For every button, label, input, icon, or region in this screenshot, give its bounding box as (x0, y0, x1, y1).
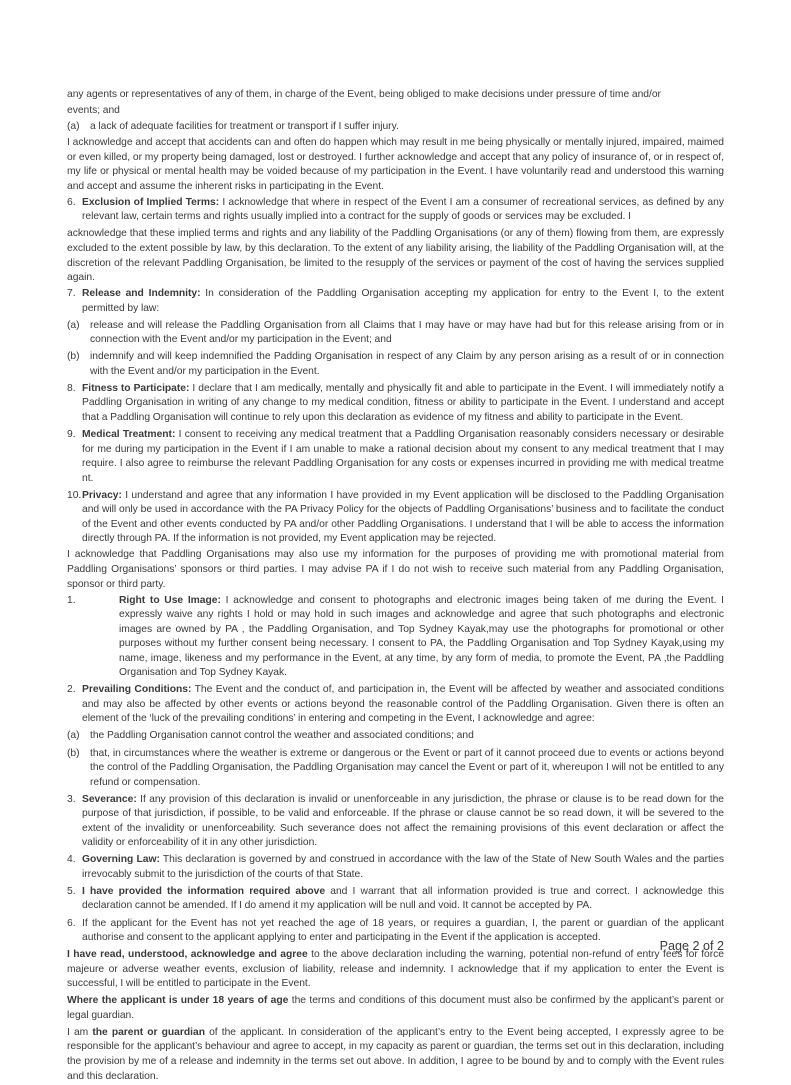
clause-text: The Event and the conduct of, and participation in, the Event will be affected by weather and associated conditions and may also be affected by other events or actions beyond the reasonable control of the Paddling Organisation. Given there is often an element of the ‘luck of the prevailing conditions’ in entering and competing in the Event, I acknowledge and agree: (82, 684, 724, 725)
declaration-agreement (67, 948, 724, 992)
clause-heading: Exclusion of Implied Terms: (82, 196, 220, 208)
numbered-clause (67, 853, 724, 882)
sub-clause-marker: (a) (67, 730, 80, 742)
clause-heading: Governing Law: (82, 854, 160, 866)
numbered-clause (67, 196, 724, 225)
numbered-clause (67, 683, 724, 727)
clause-marker: 10. (67, 489, 82, 501)
paragraph-text: I acknowledge and accept that accidents can and often do happen which may result in me being physically or mentally injured, impaired, maimed or even killed, or my property being damaged, lost or destroyed. I further acknowledge and accept that any policy of insurance of, or in respect of, my life or physical or mental health may be voided because of my participation in the Event. I have voluntarily read and understood this warning and accept and assume the inherent risks in participating in the Event. (67, 137, 724, 192)
sub-clause (67, 350, 724, 379)
sub-clause-text: indemnify and will keep indemnified the Padding Organisation in respect of any Claim by any person arising as a result of or in connection with the Event and/or my participation in the Event. (90, 351, 724, 377)
clause-heading: I have provided the information required above (82, 885, 326, 897)
sub-clause-text: release and will release the Paddling Organisation from all Claims that I may have or may have had but for this release arising from or in connection with the Event and/or my participation in the Event; and (90, 319, 724, 346)
numbered-clause (67, 287, 724, 316)
clause-text: If the applicant for the Event has not yet reached the age of 18 years, or requires a guardian, I, the parent or guardian of the applicant authorise and consent to the applicant applying to enter and participating in the Event if the application is accepted. (82, 917, 724, 944)
clause-marker: 6. (67, 917, 76, 929)
clause-heading: Fitness to Participate: (82, 382, 190, 394)
paragraph (67, 548, 724, 592)
paragraph-text: I acknowledge that Paddling Organisations may also use my information for the purposes of providing me with promotional material from Paddling Organisations’ sponsors or third parties. I may advise PA if I do not wish to receive such material from any Paddling Organisation, sponsor or third party. (67, 549, 724, 590)
paragraph (67, 104, 724, 119)
clause-marker: 9. (67, 429, 76, 441)
guardian-declaration-heading: the parent or guardian (92, 1026, 205, 1038)
paragraph (67, 136, 724, 194)
page-number-label: Page 2 of 2 (659, 939, 724, 953)
clause-heading: Privacy: (82, 489, 122, 501)
declaration-text: to the above declaration including the warning, potential non-refund of entry fees for force majeure or adverse weather events, exclusion of liability, release and indemnity. I acknowledge that if my application to enter the Event is successful, I will be entitled to participate in the Event. (67, 949, 724, 990)
clause-heading: Prevailing Conditions: (82, 684, 192, 696)
paragraph (67, 227, 724, 285)
clause-text: I consent to receiving any medical treatment that a Paddling Organisation reasonably considers necessary or desirable for me during my participation in the Event if I am unable to make a rational decision about my consent to any medical treatment that I may require. I also agree to reimburse the relevant Paddling Organisation for any costs or expenses incurred in providing me with medical treatme nt. (82, 429, 724, 484)
paragraph-text: any agents or representatives of any of them, in charge of the Event, being obliged to make decisions under pressure of time and/or (67, 89, 661, 100)
clause-text: and I warrant that all information provided is true and correct. I acknowledge this declaration cannot be amended. If I do amend it my application will be null and void. It cannot be accepted by PA. (82, 885, 724, 912)
paragraph-text: events; and (67, 105, 120, 117)
clause-marker: 1. (67, 594, 76, 606)
numbered-clause (67, 382, 724, 426)
clause-text: If any provision of this declaration is invalid or unenforceable in any jurisdiction, the phrase or clause is to be read down for the purpose of that jurisdiction, if possible, to be valid and enforceable. If the phrase or clause cannot be so read down, it will be severed to the extent of the invalidity or unenforceability. Such severance does not affect the remaining provisions of this event declaration or affect the validity or enforceability of it in any other jurisdiction. (82, 793, 724, 849)
sub-clause-marker: (a) (67, 121, 80, 133)
clause-marker: 4. (67, 854, 76, 866)
sub-clause (67, 120, 724, 135)
clause-marker: 2. (67, 684, 76, 696)
clause-heading: Right to Use Image: (119, 594, 221, 606)
clause-text: This declaration is governed by and construed in accordance with the law of the State of New South Wales and the parties irrevocably submit to the jurisdiction of the courts of that State. (82, 854, 724, 880)
document-body (67, 88, 724, 1085)
guardian-declaration (67, 1026, 724, 1084)
clause-marker: 6. (67, 196, 76, 208)
sub-clause-text: a lack of adequate facilities for treatment or transport if I suffer injury. (90, 121, 399, 133)
clause-text: I acknowledge and consent to photographs and electronic images being taken of me during the Event. I expressly waive any rights I hold or may hold in such images and acknowledge and agree that such photographs and electronic images are owned by PA , the Paddling Organisation, and Top Sydney Kayak,may use the photographs for promotional or other purposes without my further consent being necessary. I consent to PA, the Paddling Organisation and Top Sydney Kayak,using my name, image, likeness and my performance in the Event, at any time, by any form of media, to promote the Event, PA ,the Paddling Organisation and Top Sydney Kayak. (119, 594, 724, 679)
sub-clause-marker: (b) (67, 351, 80, 363)
numbered-clause (67, 489, 724, 547)
paragraph (67, 88, 724, 103)
numbered-clause (67, 594, 724, 681)
sub-clause (67, 319, 724, 348)
clause-text: I declare that I am medically, mentally and physically fit and able to participate in the Event. I will immediately notify a Paddling Organisation in writing of any change to my medical condition, fitness or ability to participate in the Event. I understand and accept that a Paddling Organisation will continue to rely upon this declaration as evidence of my fitness and ability to participate in the Event. (82, 382, 724, 423)
clause-text: I acknowledge that where in respect of the Event I am a consumer of recreational services, as defined by any relevant law, certain terms and rights usually implied into a contract for the supply of goods or services may be excluded. I (82, 196, 724, 223)
minor-applicant-heading: Where the applicant is under 18 years of age (67, 995, 289, 1007)
minor-applicant-text: the terms and conditions of this document must also be confirmed by the applicant’s parent or legal guardian. (67, 995, 724, 1021)
clause-text: In consideration of the Paddling Organisation accepting my application for entry to the Event I, to the extent permitted by law: (82, 288, 725, 314)
clause-heading: Severance: (82, 793, 137, 805)
numbered-clause (67, 885, 724, 914)
numbered-clause (67, 793, 724, 851)
paragraph-text: acknowledge that these implied terms and rights and any liability of the Paddling Organisations (or any of them) flowing from them, are expressly excluded to the extent possible by law, by this declaration. To the extent of any liability arising, the liability of the Paddling Organisation will, at the discretion of the relevant Paddling Organisation, be limited to the resupply of the services or payment of the cost of having the services supplied again. (67, 228, 724, 284)
guardian-declaration-prefix: I am (67, 1026, 93, 1038)
clause-heading: Release and Indemnity: (82, 288, 201, 300)
sub-clause (67, 747, 724, 791)
sub-clause-marker: (a) (67, 319, 80, 331)
sub-clause-text: the Paddling Organisation cannot control the weather and associated conditions; and (90, 730, 474, 742)
sub-clause (67, 729, 724, 744)
sub-clause-text: that, in circumstances where the weather is extreme or dangerous or the Event or part of it cannot proceed due to events or actions beyond the control of the Paddling Organisation, the Paddling Organisation may cancel the Event or part of it, whereupon I will not be entitled to any refund or compensation. (90, 747, 724, 788)
declaration-heading: I have read, understood, acknowledge and agree (67, 949, 308, 961)
clause-marker: 8. (67, 382, 76, 394)
clause-marker: 3. (67, 793, 76, 805)
clause-heading: Medical Treatment: (82, 429, 176, 441)
minor-applicant-note (67, 994, 724, 1023)
page-footer (67, 938, 724, 954)
guardian-declaration-text: of the applicant. In consideration of the applicant’s entry to the Event being accepted, I expressly agree to be responsible for the applicant’s behaviour and agree to accept, in my capacity as parent or guardian, the terms set out in this declaration, including the provision by me of a release and indemnity in the terms set out above. In addition, I agree to be bound by and to comply with the Event rules and this declaration. (67, 1026, 724, 1082)
numbered-clause (67, 428, 724, 486)
clause-text: I understand and agree that any information I have provided in my Event application will be disclosed to the Paddling Organisation and will only be used in accordance with the PA Privacy Policy for the objects of Paddling Organisations’ business and to facilitate the conduct of the Event and other events conducted by PA and/or other Paddling Organisations. I understand that I will be able to access the information directly through PA. If the information is not provided, my Event application may be rejected. (82, 489, 724, 545)
sub-clause-marker: (b) (67, 747, 80, 759)
clause-marker: 5. (67, 885, 76, 897)
clause-marker: 7. (67, 288, 76, 300)
